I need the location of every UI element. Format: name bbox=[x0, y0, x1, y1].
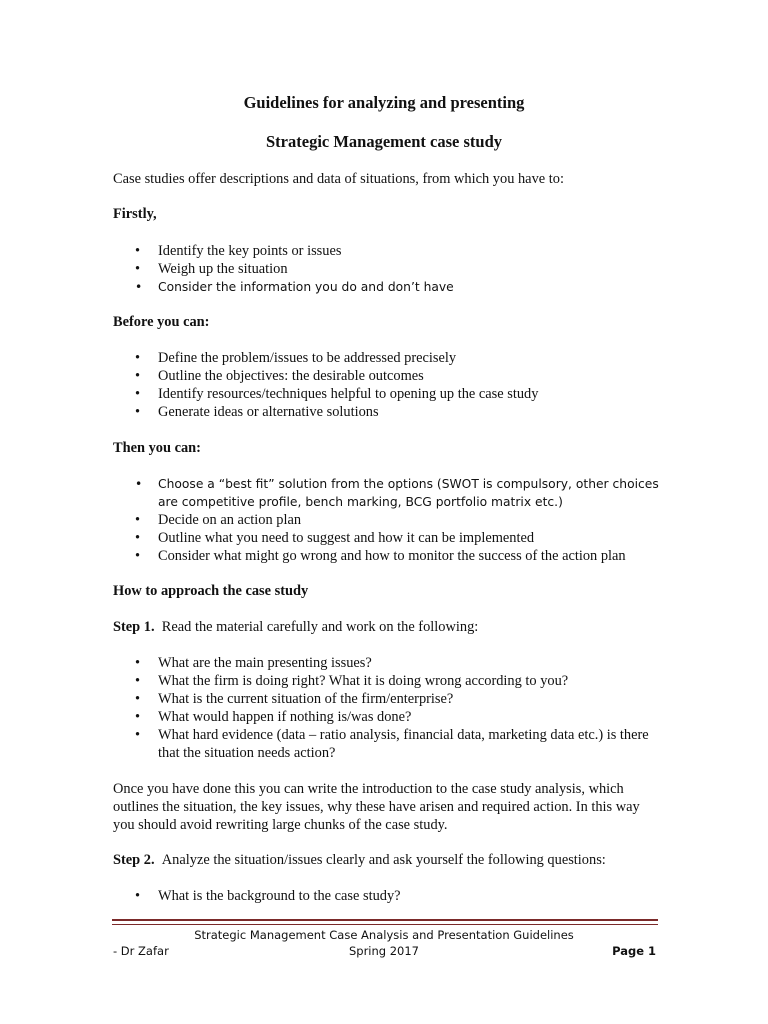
list-item: • What the firm is doing right? What it is doing wrong according to you? bbox=[135, 672, 660, 690]
then-list bbox=[135, 475, 660, 565]
step2-paragraph bbox=[113, 851, 658, 869]
footer-title: Strategic Management Case Analysis and Presentation Guidelines bbox=[194, 928, 574, 942]
once-paragraph: Once you have done this you can write the introduction to the case study analysis, which outlines the situation, the key issues, why these have arisen and required action. In this way you should avoid rewriting large chunks of the case study. bbox=[113, 781, 640, 833]
list-item: • What is the current situation of the firm/enterprise? bbox=[135, 690, 660, 708]
then-heading: Then you can: bbox=[113, 440, 201, 456]
list-item: • What would happen if nothing is/was done? bbox=[135, 708, 660, 726]
list-item: • Generate ideas or alternative solutions bbox=[135, 403, 660, 421]
step1-paragraph bbox=[113, 618, 658, 636]
footer-author: - Dr Zafar bbox=[113, 944, 169, 958]
before-heading: Before you can: bbox=[113, 314, 210, 330]
list-item: • Consider the information you do and don’t have bbox=[135, 278, 660, 296]
before-list bbox=[135, 349, 660, 421]
footer-rule-thin bbox=[112, 924, 658, 925]
list-item: • Outline what you need to suggest and how it can be implemented bbox=[135, 529, 660, 547]
step2-text: Analyze the situation/issues clearly and ask yourself the following questions: bbox=[161, 852, 606, 868]
list-item: • Identify resources/techniques helpful to opening up the case study bbox=[135, 385, 660, 403]
list-item: • What hard evidence (data – ratio analysis, financial data, marketing data etc.) is there that the situation needs action? bbox=[135, 726, 660, 762]
list-item: • Decide on an action plan bbox=[135, 511, 660, 529]
list-item: • What are the main presenting issues? bbox=[135, 654, 660, 672]
intro-paragraph: Case studies offer descriptions and data of situations, from which you have to: bbox=[113, 171, 564, 187]
list-item: • Consider what might go wrong and how to monitor the success of the action plan bbox=[135, 547, 660, 565]
step2-list bbox=[135, 887, 660, 905]
firstly-heading: Firstly, bbox=[113, 206, 157, 222]
step2-label: Step 2. bbox=[113, 852, 155, 868]
document-subtitle: Strategic Management case study bbox=[266, 132, 502, 151]
list-item: • Weigh up the situation bbox=[135, 260, 660, 278]
list-item: • Define the problem/issues to be addressed precisely bbox=[135, 349, 660, 367]
footer-rule-thick bbox=[112, 919, 658, 921]
document-title: Guidelines for analyzing and presenting bbox=[243, 93, 525, 112]
list-item: • Identify the key points or issues bbox=[135, 242, 660, 260]
footer-page-number: Page 1 bbox=[612, 944, 656, 958]
list-item: • What is the background to the case study? bbox=[135, 887, 660, 905]
footer-term: Spring 2017 bbox=[348, 944, 420, 958]
step1-label: Step 1. bbox=[113, 619, 155, 635]
step1-list bbox=[135, 654, 660, 762]
step1-text: Read the material carefully and work on the following: bbox=[161, 619, 479, 635]
approach-heading: How to approach the case study bbox=[113, 583, 309, 599]
list-item: • Outline the objectives: the desirable outcomes bbox=[135, 367, 660, 385]
list-item: • Choose a “best fit” solution from the options (SWOT is compulsory, other choices are competitive profile, bench marking, BCG portfolio matrix etc.) bbox=[135, 475, 660, 511]
firstly-list bbox=[135, 242, 660, 296]
